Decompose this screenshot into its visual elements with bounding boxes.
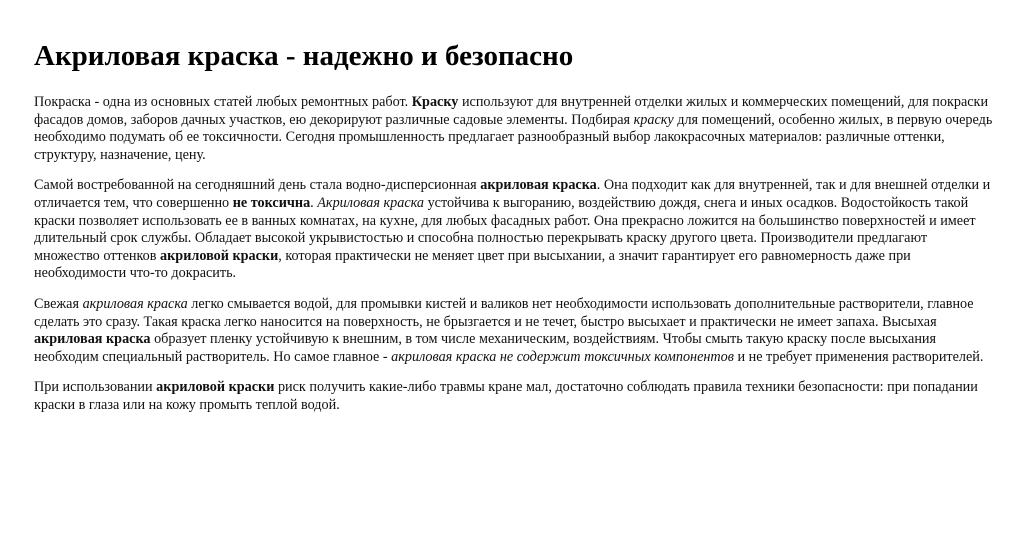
bold-text: Краску [411, 94, 459, 110]
italic-text: краску [633, 111, 674, 128]
bold-text: акриловая краска [480, 177, 597, 194]
text-segment: , которая практически не меняет цвет при высыхании, а значит гарантирует его равномерность даже при необходимости что-то докрасить. [34, 247, 911, 282]
page [0, 38, 994, 415]
text-segment: Свежая [34, 295, 83, 312]
article-title: Акриловая краска - надежно и безопасно [34, 40, 574, 72]
paragraph-3 [34, 296, 994, 366]
text-segment: . [310, 194, 318, 211]
text-segment: . Она подходит как для внутренней, так и для внешней отделки и отличается тем, что совершенно [34, 177, 991, 211]
bold-text: акриловая краска [34, 331, 151, 348]
text-segment: При использовании [34, 379, 157, 396]
paragraph-1 [34, 94, 994, 164]
text-segment: устойчива к выгоранию, воздействию дождя, снега и иных осадков. Водостойкость такой краски позволяет использовать ее в ванных комнатах, на кухне, для любых фасадных работ. Она прекрасно ложится на большинство поверхностей и имеет длительный срок службы. Обладает высокой укрывистостью и способна полностью перекрывать краску другого цвета. Производители предлагают множество оттенков [34, 194, 976, 264]
text-segment: и не требует применения растворителей. [733, 348, 984, 365]
text-segment: риск получить какие-либо травмы кране мал, достаточно соблюдать правила техники безопасности: при попадании краски в глаза или на кожу промыть теплой водой. [34, 379, 978, 413]
text-segment: образует пленку устойчивую к внешним, в том числе механическим, воздействиям. Чтобы смыть такую краску после высыхания необходим специальный растворитель. Но самое главное - [34, 331, 937, 365]
italic-text: Акриловая краска [317, 194, 425, 211]
italic-text: акриловая краска не содержит токсичных компонентов [391, 348, 734, 365]
text-segment: легко смывается водой, для промывки кистей и валиков нет необходимости использовать дополнительные растворители, главное сделать это сразу. Такая краска легко наносится на поверхность, не брызгается и не течет, быстро высыхает и практически не имеет запаха. Высыхая [34, 295, 974, 330]
bold-text: не токсична [232, 194, 311, 211]
text-segment: используют для внутренней отделки жилых и коммерческих помещений, для покраски фасадов домов, заборов дачных участков, ею декорируют различные садовые элементы. Подбирая [34, 94, 989, 128]
text-segment: для помещений, особенно жилых, в первую очередь необходимо подумать об ее токсичности. Сегодня промышленность предлагает разнообразный выбор лакокрасочных материалов: различные оттенки, структуру, назначение, цену. [34, 111, 993, 163]
paragraph-2 [34, 177, 994, 283]
text-segment: Самой востребованной на сегодняшний день стала водно-дисперсионная [34, 177, 481, 194]
article-body [34, 94, 994, 415]
bold-text: акриловой краски [156, 379, 275, 396]
paragraph-4 [34, 379, 994, 414]
bold-text: акриловой краски [160, 247, 279, 264]
italic-text: акриловая краска [82, 295, 188, 312]
text-segment: Покраска - одна из основных статей любых ремонтных работ. [34, 94, 412, 110]
